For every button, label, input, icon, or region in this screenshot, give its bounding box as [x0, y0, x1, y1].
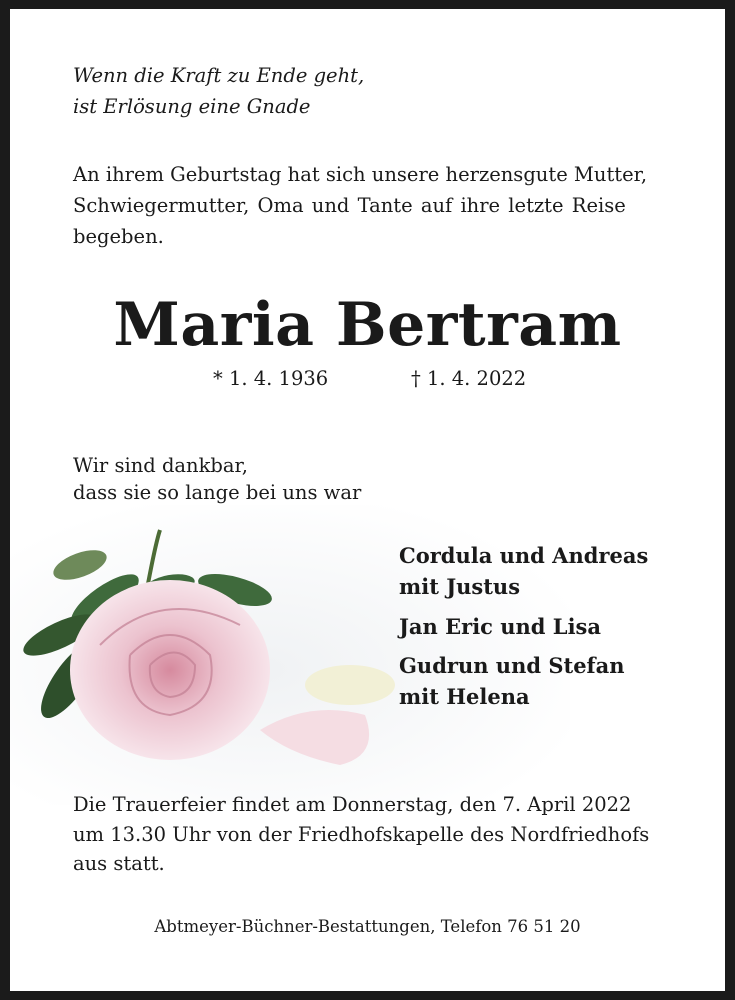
mourner-line: Jan Eric und Lisa — [399, 614, 601, 639]
mourner-line: mit Helena — [399, 684, 530, 709]
intro-line: begeben. — [73, 225, 164, 248]
gratitude-line: dass sie so lange bei uns war — [73, 481, 362, 504]
funeral-home-footer: Abtmeyer-Büchner-Bestattungen, Telefon 76 51 20 — [154, 917, 581, 936]
deceased-name: Maria Bertram — [113, 290, 622, 360]
motto-line: ist Erlösung eine Gnade — [73, 95, 311, 118]
birth-date: * 1. 4. 1936 — [213, 367, 329, 390]
funeral-line: Die Trauerfeier findet am Donnerstag, den 7. April 2022 — [73, 793, 632, 816]
intro-line: An ihrem Geburtstag hat sich unsere herzensgute Mutter, — [73, 163, 648, 186]
death-date: † 1. 4. 2022 — [411, 367, 527, 390]
funeral-line: aus statt. — [73, 852, 165, 875]
funeral-line: um 13.30 Uhr von der Friedhofskapelle des Nordfriedhofs — [73, 823, 650, 846]
gratitude-line: Wir sind dankbar, — [73, 454, 248, 477]
mourner-line: Gudrun und Stefan — [399, 653, 625, 678]
mourner-line: mit Justus — [399, 574, 521, 599]
mourner-line: Cordula und Andreas — [399, 543, 649, 568]
motto-line: Wenn die Kraft zu Ende geht, — [73, 64, 365, 87]
intro-line: Schwiegermutter, Oma und Tante auf ihre letzte Reise — [73, 194, 626, 217]
